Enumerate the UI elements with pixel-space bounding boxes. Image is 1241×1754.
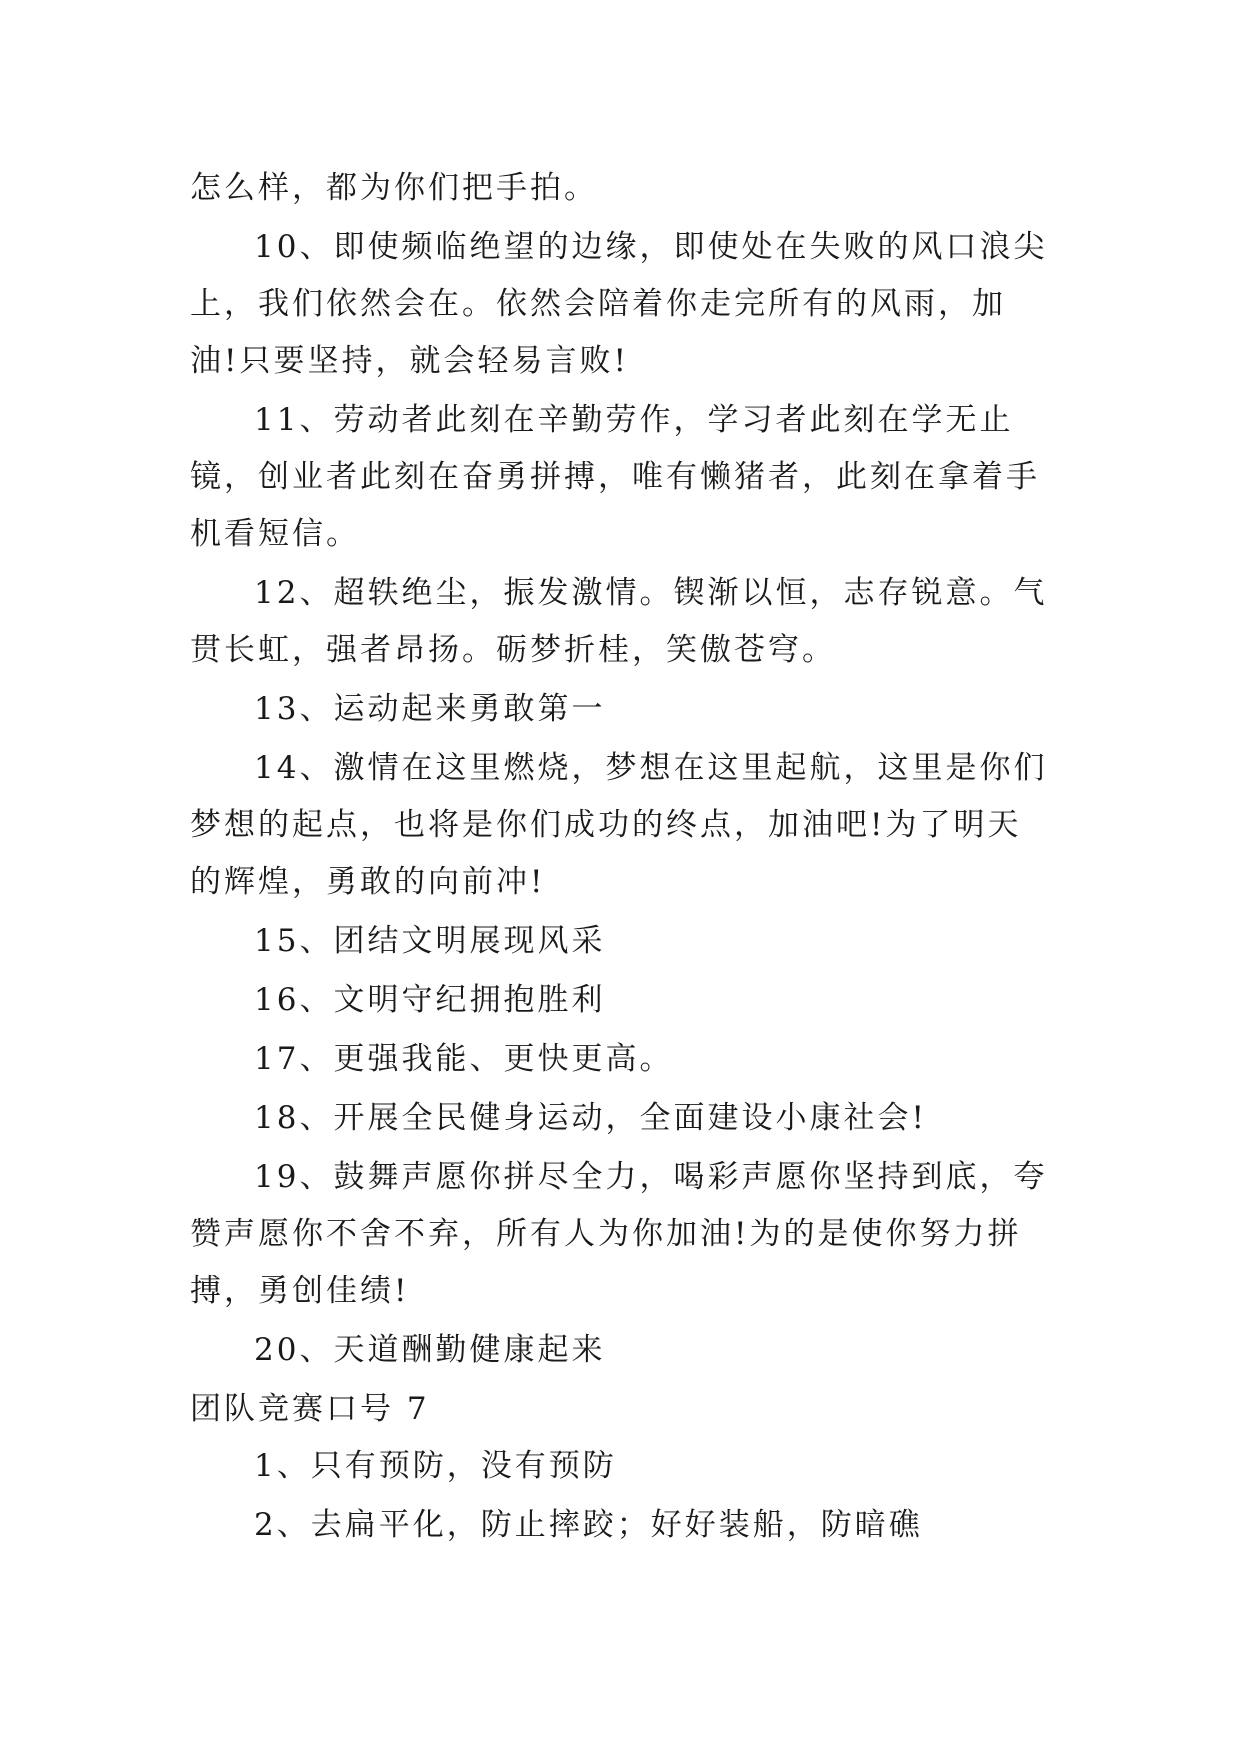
slogan-item-20: 20、天道酬勤健康起来 bbox=[254, 1332, 606, 1368]
slogan-item-19: 19、鼓舞声愿你拼尽全力，喝彩声愿你坚持到底，夸赞声愿你不舍不弃，所有人为你加油!为的是使你努力拼搏，勇创佳绩! bbox=[190, 1159, 1048, 1309]
slogan-item-13: 13、运动起来勇敢第一 bbox=[254, 691, 606, 727]
section-item-2: 2、去扁平化，防止摔跤；好好装船，防暗礁 bbox=[254, 1507, 923, 1543]
slogan-item-14: 14、激情在这里燃烧，梦想在这里起航，这里是你们梦想的起点，也将是你们成功的终点，加油吧!为了明天的辉煌，勇敢的向前冲! bbox=[190, 750, 1048, 900]
slogan-item-15: 15、团结文明展现风采 bbox=[254, 923, 606, 959]
slogan-item-17: 17、更强我能、更快更高。 bbox=[254, 1041, 674, 1077]
slogan-item-12: 12、超轶绝尘，振发激情。锲渐以恒，志存锐意。气贯长虹，强者昂扬。砺梦折桂，笑傲苍穹。 bbox=[190, 575, 1048, 668]
paragraph-continuation: 怎么样，都为你们把手拍。 bbox=[190, 170, 598, 206]
slogan-item-16: 16、文明守纪拥抱胜利 bbox=[254, 982, 606, 1018]
section-heading: 团队竞赛口号 7 bbox=[190, 1391, 430, 1427]
document-body bbox=[190, 160, 1050, 1556]
section-item-1: 1、只有预防，没有预防 bbox=[254, 1448, 617, 1484]
slogan-item-18: 18、开展全民健身运动，全面建设小康社会! bbox=[254, 1100, 927, 1136]
slogan-item-10: 10、即使频临绝望的边缘，即使处在失败的风口浪尖上，我们依然会在。依然会陪着你走完所有的风雨，加油!只要坚持，就会轻易言败! bbox=[190, 229, 1048, 379]
slogan-item-11: 11、劳动者此刻在辛勤劳作，学习者此刻在学无止镜，创业者此刻在奋勇拼搏，唯有懒猪者，此刻在拿着手机看短信。 bbox=[190, 402, 1040, 552]
